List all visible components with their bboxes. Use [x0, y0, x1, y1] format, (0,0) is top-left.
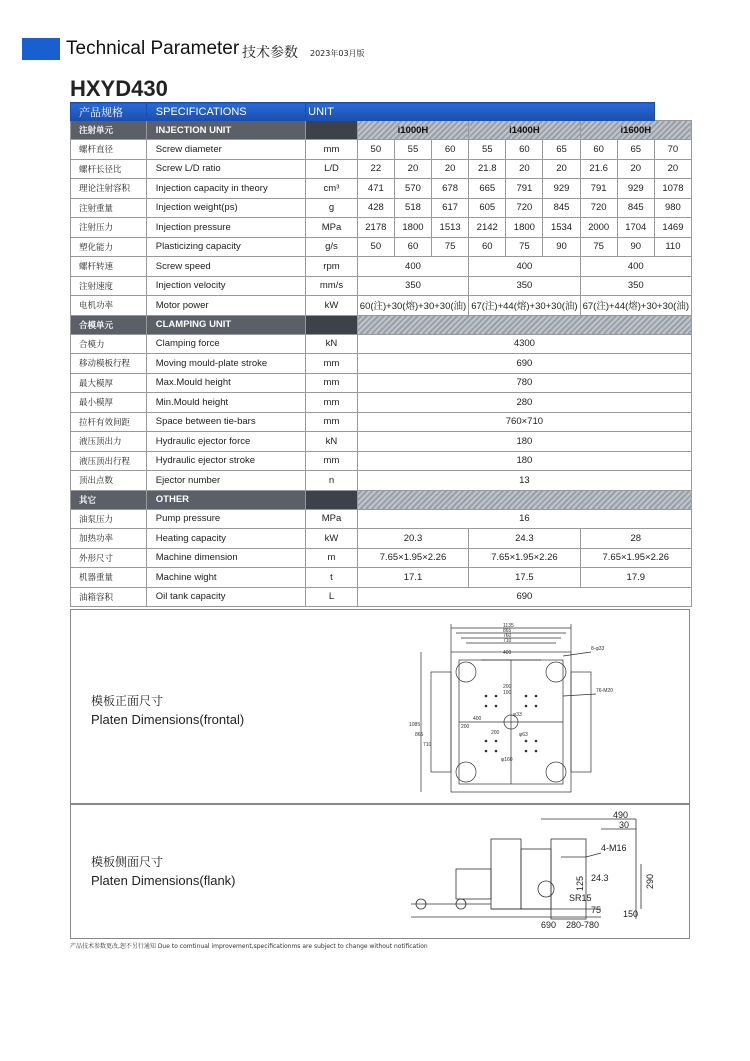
param-value: 60 [580, 140, 617, 160]
header-spec: SPECIFICATIONS [146, 103, 305, 121]
param-value: 20.3 [357, 529, 468, 549]
frontal-dim-2: 865 [503, 628, 512, 634]
param-cn: 拉杆有效间距 [71, 412, 147, 432]
section-fill [357, 315, 691, 334]
frontal-dim-6: 200 [503, 684, 512, 690]
frontal-dim-3: 760 [503, 633, 512, 639]
param-value: 350 [357, 276, 468, 296]
param-en: Space between tie-bars [146, 412, 305, 432]
param-value: 1800 [394, 218, 431, 238]
section-cn: 注射单元 [71, 121, 147, 140]
param-cn: 加热功率 [71, 529, 147, 549]
frontal-dim-1: 1135 [503, 623, 514, 629]
param-value: 400 [357, 257, 468, 277]
param-unit: mm [306, 140, 358, 160]
param-value: 90 [543, 237, 580, 257]
param-cn: 电机功率 [71, 296, 147, 316]
flank-dimension-panel [70, 804, 690, 939]
param-cn: 螺杆转速 [71, 257, 147, 277]
param-value: 780 [357, 373, 691, 393]
param-en: Ejector number [146, 471, 305, 491]
param-unit: mm [306, 373, 358, 393]
table-row [71, 159, 692, 179]
section-en: CLAMPING UNIT [146, 315, 305, 334]
param-unit: mm/s [306, 276, 358, 296]
param-unit: g/s [306, 237, 358, 257]
param-unit: mm [306, 393, 358, 413]
param-value: 55 [469, 140, 506, 160]
param-value: 60 [394, 237, 431, 257]
header-color-block [22, 38, 60, 60]
param-value: 20 [543, 159, 580, 179]
frontal-dim-5: 400 [503, 650, 512, 656]
param-value: 28 [580, 529, 691, 549]
param-value: 55 [394, 140, 431, 160]
frontal-dim-9: 8-φ33 [591, 646, 605, 652]
section-cn: 合模单元 [71, 315, 147, 334]
section-blank [306, 490, 358, 509]
flank-drawing [401, 809, 681, 937]
flank-dim-8: 75 [591, 905, 602, 915]
frontal-dim-14: φ63 [519, 732, 528, 738]
param-en: Machine wight [146, 568, 305, 588]
table-row [71, 257, 692, 277]
param-value: 67(注)+44(熔)+30+30(油) [469, 296, 580, 316]
flank-dim-5: 24.3 [591, 873, 609, 883]
frontal-dim-15: 200 [461, 724, 470, 730]
table-row [71, 529, 692, 549]
table-row [71, 548, 692, 568]
param-value: 929 [617, 179, 654, 199]
param-value: 16 [357, 509, 691, 529]
param-en: Motor power [146, 296, 305, 316]
param-en: Moving mould-plate stroke [146, 354, 305, 374]
spec-table [70, 102, 692, 607]
model-header: i1600H [580, 121, 691, 140]
param-en: Heating capacity [146, 529, 305, 549]
frontal-drawing [391, 616, 651, 804]
param-unit: rpm [306, 257, 358, 277]
param-value: 2000 [580, 218, 617, 238]
param-value: 720 [580, 198, 617, 218]
table-row [71, 432, 692, 452]
param-value: 350 [580, 276, 691, 296]
table-row [71, 334, 692, 354]
frontal-label [91, 692, 244, 727]
page-title: Technical Parameter [66, 38, 240, 59]
param-value: 605 [469, 198, 506, 218]
param-en: Min.Mould height [146, 393, 305, 413]
section-blank [306, 121, 358, 140]
param-value: 20 [506, 159, 543, 179]
param-value: 65 [543, 140, 580, 160]
param-value: 67(注)+44(熔)+30+30(油) [580, 296, 691, 316]
flank-label [91, 853, 236, 888]
param-value: 110 [654, 237, 691, 257]
table-row [71, 568, 692, 588]
table-row [71, 393, 692, 413]
flank-dim-2: 30 [619, 820, 630, 830]
param-value: 60 [506, 140, 543, 160]
param-en: Pump pressure [146, 509, 305, 529]
model-header: i1000H [357, 121, 468, 140]
param-value: 70 [654, 140, 691, 160]
flank-dim-7: SR15 [569, 893, 592, 903]
table-row [71, 509, 692, 529]
param-cn: 顶出点数 [71, 471, 147, 491]
param-value: 791 [506, 179, 543, 199]
section-row-clamping [71, 315, 692, 334]
param-value: 690 [357, 354, 691, 374]
table-row [71, 276, 692, 296]
table-row [71, 296, 692, 316]
param-value: 2178 [357, 218, 394, 238]
table-row [71, 587, 692, 607]
param-value: 13 [357, 471, 691, 491]
param-en: Machine dimension [146, 548, 305, 568]
param-en: Screw diameter [146, 140, 305, 160]
param-cn: 油箱容积 [71, 587, 147, 607]
table-row [71, 354, 692, 374]
param-value: 570 [394, 179, 431, 199]
param-unit: kN [306, 432, 358, 452]
param-unit: kN [306, 334, 358, 354]
param-en: Injection velocity [146, 276, 305, 296]
section-blank [306, 315, 358, 334]
table-row [71, 218, 692, 238]
param-unit: m [306, 548, 358, 568]
frontal-dim-4: 710 [503, 638, 512, 644]
param-cn: 注射速度 [71, 276, 147, 296]
header-cn: 产品规格 [71, 103, 147, 121]
param-value: 350 [469, 276, 580, 296]
flank-label-en: Platen Dimensions(flank) [91, 873, 236, 888]
param-value: 7.65×1.95×2.26 [469, 548, 580, 568]
flank-dim-4: 290 [645, 873, 655, 889]
param-value: 1534 [543, 218, 580, 238]
param-cn: 注射压力 [71, 218, 147, 238]
param-unit: cm³ [306, 179, 358, 199]
param-value: 617 [432, 198, 469, 218]
param-value: 791 [580, 179, 617, 199]
param-en: Clamping force [146, 334, 305, 354]
param-unit: kW [306, 296, 358, 316]
param-unit: mm [306, 451, 358, 471]
param-value: 180 [357, 432, 691, 452]
footnote: 产品技术参数更改,恕不另行通知 Due to comtinual improvement,specificationms are subject to change without notification [70, 943, 428, 950]
param-en: Screw L/D ratio [146, 159, 305, 179]
param-value: 1800 [506, 218, 543, 238]
param-value: 20 [654, 159, 691, 179]
model-name: HXYD430 [70, 76, 168, 101]
table-row [71, 198, 692, 218]
param-en: Plasticizing capacity [146, 237, 305, 257]
frontal-dim-13: 710 [423, 742, 432, 748]
frontal-label-en: Platen Dimensions(frontal) [91, 712, 245, 727]
frontal-dim-7: 100 [503, 690, 512, 696]
param-value: 929 [543, 179, 580, 199]
frontal-dimension-panel [70, 609, 690, 804]
table-row [71, 451, 692, 471]
frontal-dim-12: 865 [415, 732, 424, 738]
param-value: 20 [617, 159, 654, 179]
param-value: 17.9 [580, 568, 691, 588]
param-unit: L/D [306, 159, 358, 179]
param-value: 7.65×1.95×2.26 [357, 548, 468, 568]
section-cn: 其它 [71, 490, 147, 509]
param-en: Oil tank capacity [146, 587, 305, 607]
param-cn: 注射重量 [71, 198, 147, 218]
table-row [71, 237, 692, 257]
frontal-dim-18: φ160 [501, 757, 513, 763]
table-row [71, 471, 692, 491]
param-value: 1078 [654, 179, 691, 199]
flank-label-cn: 模板侧面尺寸 [91, 855, 164, 869]
param-value: 75 [432, 237, 469, 257]
param-value: 690 [357, 587, 691, 607]
param-cn: 螺杆长径比 [71, 159, 147, 179]
param-value: 50 [357, 237, 394, 257]
param-value: 400 [580, 257, 691, 277]
param-value: 180 [357, 451, 691, 471]
param-value: 280 [357, 393, 691, 413]
param-en: Max.Mould height [146, 373, 305, 393]
param-value: 75 [580, 237, 617, 257]
param-value: 7.65×1.95×2.26 [580, 548, 691, 568]
param-unit: kW [306, 529, 358, 549]
param-value: 1704 [617, 218, 654, 238]
param-value: 60 [432, 140, 469, 160]
param-unit: mm [306, 354, 358, 374]
param-en: Injection pressure [146, 218, 305, 238]
param-value: 60 [469, 237, 506, 257]
param-value: 22 [357, 159, 394, 179]
param-value: 518 [394, 198, 431, 218]
param-value: 75 [506, 237, 543, 257]
param-unit: MPa [306, 509, 358, 529]
param-value: 24.3 [469, 529, 580, 549]
flank-dim-9: 150 [623, 909, 639, 919]
flank-dim-10: 690 [541, 920, 557, 930]
flank-dim-1: 490 [613, 810, 629, 820]
header-unit: UNIT [306, 103, 655, 121]
param-value: 845 [543, 198, 580, 218]
param-en: Hydraulic ejector stroke [146, 451, 305, 471]
param-cn: 螺杆直径 [71, 140, 147, 160]
table-row [71, 412, 692, 432]
param-value: 400 [469, 257, 580, 277]
param-value: 60(注)+30(熔)+30+30(油) [357, 296, 468, 316]
table-row [71, 373, 692, 393]
frontal-dim-10: 76-M20 [596, 688, 613, 694]
param-cn: 合模力 [71, 334, 147, 354]
param-unit: mm [306, 412, 358, 432]
page-title-cn: 技术参数 [242, 45, 298, 61]
flank-dim-11: 280-780 [566, 920, 600, 930]
param-value: 4300 [357, 334, 691, 354]
param-value: 21.6 [580, 159, 617, 179]
param-value: 428 [357, 198, 394, 218]
param-value: 1469 [654, 218, 691, 238]
flank-dim-3: 4-M16 [601, 843, 627, 853]
param-value: 2142 [469, 218, 506, 238]
param-cn: 最小模厚 [71, 393, 147, 413]
param-unit: L [306, 587, 358, 607]
param-value: 980 [654, 198, 691, 218]
param-cn: 最大模厚 [71, 373, 147, 393]
param-value: 17.1 [357, 568, 468, 588]
section-en: OTHER [146, 490, 305, 509]
param-value: 90 [617, 237, 654, 257]
param-value: 65 [617, 140, 654, 160]
model-header: i1400H [469, 121, 580, 140]
section-en: INJECTION UNIT [146, 121, 305, 140]
param-value: 471 [357, 179, 394, 199]
param-unit: t [306, 568, 358, 588]
param-value: 678 [432, 179, 469, 199]
param-en: Injection weight(ps) [146, 198, 305, 218]
param-value: 21.8 [469, 159, 506, 179]
section-row-other [71, 490, 692, 509]
param-cn: 油泵压力 [71, 509, 147, 529]
param-cn: 液压顶出行程 [71, 451, 147, 471]
param-value: 50 [357, 140, 394, 160]
param-unit: g [306, 198, 358, 218]
param-cn: 塑化能力 [71, 237, 147, 257]
flank-dim-6: 125 [575, 875, 585, 891]
frontal-label-cn: 模板正面尺寸 [91, 694, 164, 708]
param-en: Hydraulic ejector force [146, 432, 305, 452]
edition-date: 2023年03月版 [310, 49, 365, 58]
param-value: 1513 [432, 218, 469, 238]
frontal-dim-17: 200 [491, 730, 500, 736]
table-row [71, 140, 692, 160]
param-value: 845 [617, 198, 654, 218]
section-row-injection [71, 121, 692, 140]
param-cn: 外形尺寸 [71, 548, 147, 568]
param-cn: 机器重量 [71, 568, 147, 588]
param-value: 20 [394, 159, 431, 179]
frontal-dim-16: 400 [473, 716, 482, 722]
param-en: Injection capacity in theory [146, 179, 305, 199]
frontal-dim-8: φ33 [513, 712, 522, 718]
param-cn: 理论注射容积 [71, 179, 147, 199]
param-value: 665 [469, 179, 506, 199]
param-value: 720 [506, 198, 543, 218]
param-en: Screw speed [146, 257, 305, 277]
frontal-dim-11: 1085 [409, 722, 421, 728]
param-unit: n [306, 471, 358, 491]
table-header-row [71, 103, 692, 121]
section-fill [357, 490, 691, 509]
param-cn: 移动模板行程 [71, 354, 147, 374]
param-cn: 液压顶出力 [71, 432, 147, 452]
param-value: 17.5 [469, 568, 580, 588]
table-row [71, 179, 692, 199]
param-unit: MPa [306, 218, 358, 238]
param-value: 760×710 [357, 412, 691, 432]
param-value: 20 [432, 159, 469, 179]
